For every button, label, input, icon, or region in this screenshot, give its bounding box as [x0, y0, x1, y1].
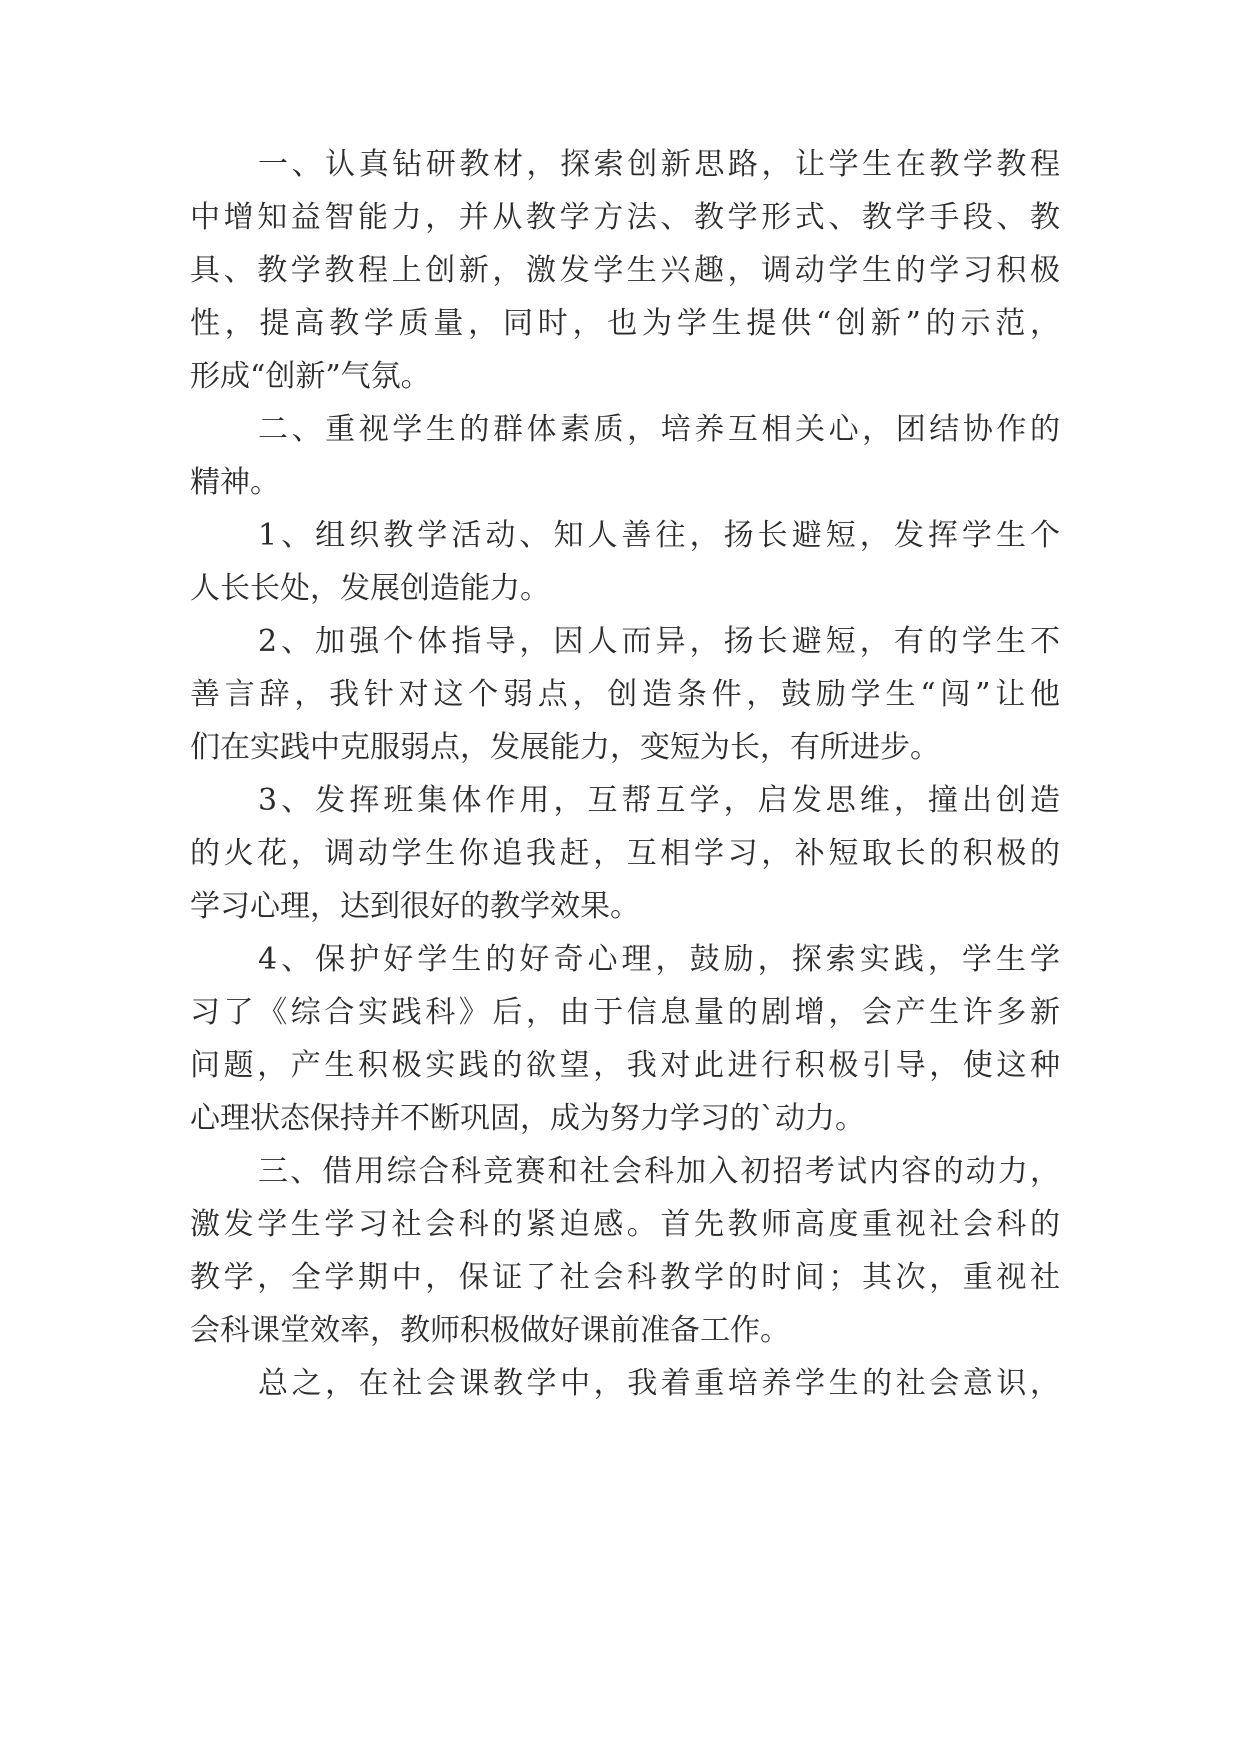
- paragraph-1-line-1: 一、认真钻研教材，探索创新思路，让学生在教学教程: [258, 147, 1060, 182]
- paragraph-6-line-1: 4、保护好学生的好奇心理，鼓励，探索实践，学生学: [258, 942, 1060, 977]
- paragraph-4-line-3: 们在实践中克服弱点，发展能力，变短为长，有所进步。: [190, 730, 940, 765]
- paragraph-2-line-2: 精神。: [190, 465, 280, 500]
- paragraph-6-line-4: 心理状态保持并不断巩固，成为努力学习的`动力。: [190, 1101, 865, 1136]
- paragraph-1-line-2: 中增知益智能力，并从教学方法、教学形式、教学手段、教: [190, 200, 1060, 235]
- paragraph-6-line-2: 习了《综合实践科》后，由于信息量的剧增，会产生许多新: [190, 995, 1060, 1030]
- paragraph-7-line-2: 激发学生学习社会科的紧迫感。首先教师高度重视社会科的: [190, 1207, 1060, 1242]
- paragraph-7-line-4: 会科课堂效率，教师积极做好课前准备工作。: [190, 1313, 790, 1348]
- paragraph-1-line-5: 形成“创新”气氛。: [190, 359, 431, 394]
- paragraph-4-line-1: 2、加强个体指导，因人而异，扬长避短，有的学生不: [258, 624, 1060, 659]
- paragraph-7-line-3: 教学，全学期中，保证了社会科教学的时间；其次，重视社: [190, 1260, 1060, 1295]
- paragraph-8-line-1: 总之，在社会课教学中，我着重培养学生的社会意识，: [258, 1366, 1060, 1401]
- paragraph-3-line-2: 人长长处，发展创造能力。: [190, 571, 550, 606]
- paragraph-3-line-1: 1、组织教学活动、知人善往，扬长避短，发挥学生个: [258, 518, 1060, 553]
- paragraph-5-line-2: 的火花，调动学生你追我赶，互相学习，补短取长的积极的: [190, 836, 1060, 871]
- paragraph-5-line-1: 3、发挥班集体作用，互帮互学，启发思维，撞出创造: [258, 783, 1060, 818]
- paragraph-4-line-2: 善言辞，我针对这个弱点，创造条件，鼓励学生“闯”让他: [190, 677, 1060, 712]
- paragraph-1-line-4: 性，提高教学质量，同时，也为学生提供“创新”的示范，: [190, 306, 1060, 341]
- paragraph-2-line-1: 二、重视学生的群体素质，培养互相关心，团结协作的: [258, 412, 1060, 447]
- paragraph-5-line-3: 学习心理，达到很好的教学效果。: [190, 889, 640, 924]
- paragraph-6-line-3: 问题，产生积极实践的欲望，我对此进行积极引导，使这种: [190, 1048, 1060, 1083]
- paragraph-1-line-3: 具、教学教程上创新，激发学生兴趣，调动学生的学习积极: [190, 253, 1060, 288]
- paragraph-7-line-1: 三、借用综合科竞赛和社会科加入初招考试内容的动力，: [258, 1154, 1060, 1189]
